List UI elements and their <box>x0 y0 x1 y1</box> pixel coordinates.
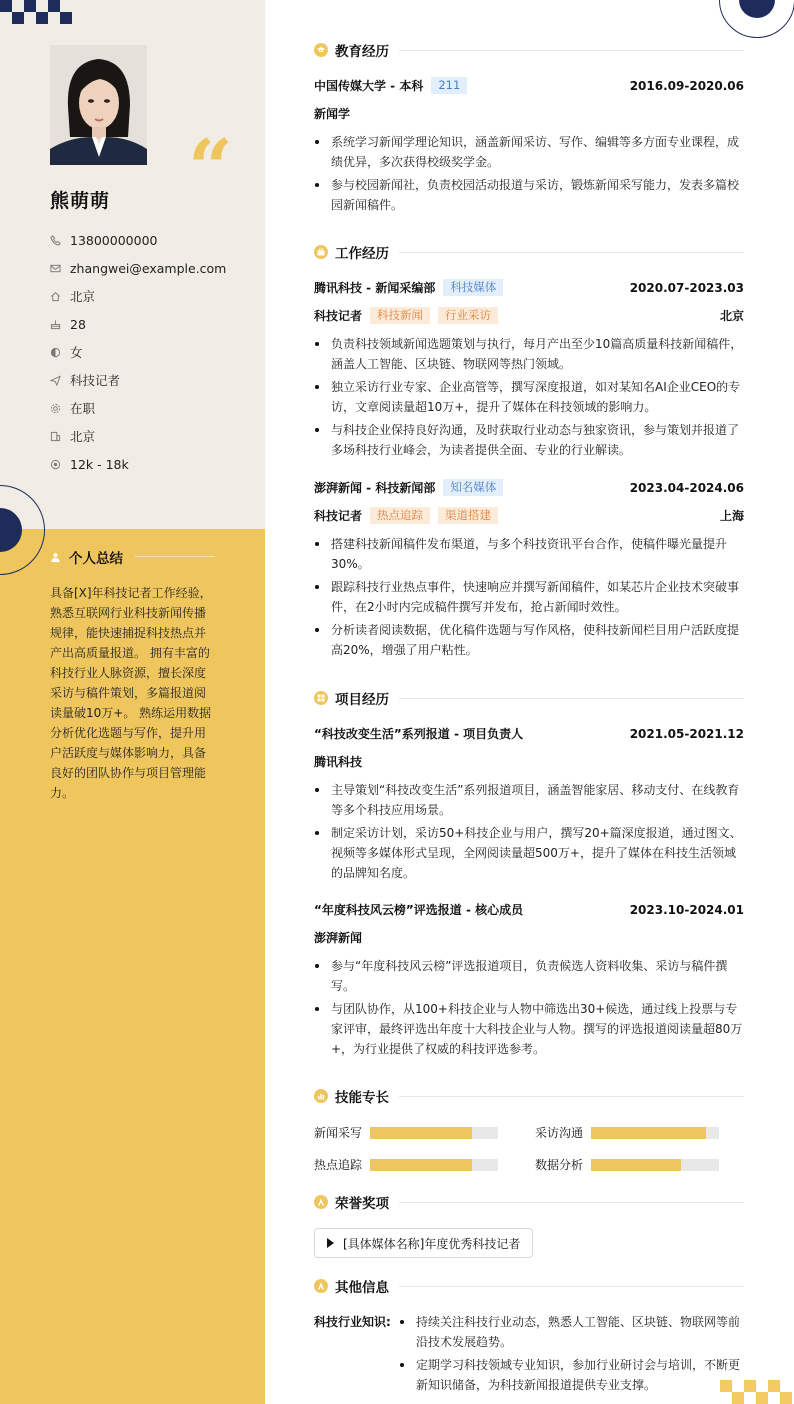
project-bullets <box>314 780 744 886</box>
skill-bar-fill <box>370 1159 472 1171</box>
summary-text: 具备[X]年科技记者工作经验，熟悉互联网行业科技新闻传播规律，能快速捕捉科技热点并产出高质量报道。 拥有丰富的科技行业人脉资源，擅长深度采访与稿件策划，多篇报道阅读量破10万+。 熟练运用数据分析优化选题与写作，提升用户活跃度与媒体影响力，具备良好的团队协作与项目管理能力。 <box>50 586 212 800</box>
list-item: 参与“年度科技风云榜”评选报道项目，负责候选人资料收集、采访与稿件撰写。 <box>314 956 744 996</box>
user-icon <box>50 552 61 563</box>
skill-bar <box>591 1127 719 1139</box>
job-role: 科技记者 <box>314 309 363 323</box>
company-name: 澎湃新闻 - 科技新闻部 <box>314 481 436 495</box>
coin-icon <box>50 459 70 470</box>
section-other <box>314 1276 744 1296</box>
skill-bar <box>591 1159 719 1171</box>
section-divider <box>399 1286 744 1287</box>
education-title: 教育经历 <box>335 44 389 60</box>
work-title: 工作经历 <box>335 246 389 262</box>
education-period: 2016.09-2020.06 <box>629 78 744 93</box>
skill-name: 采访沟通 <box>535 1126 584 1140</box>
section-divider <box>399 1096 744 1097</box>
section-skills <box>314 1086 744 1106</box>
send-icon <box>50 375 70 386</box>
info-status <box>50 394 226 422</box>
award-item <box>314 1228 533 1258</box>
skill-item <box>535 1156 719 1173</box>
skills-title: 技能专长 <box>335 1090 389 1106</box>
info-position <box>50 366 226 394</box>
section-divider <box>399 252 744 253</box>
list-item: 制定采访计划，采访50+科技企业与用户，撰写20+篇深度报道，通过图文、视频等多媒体形式呈现，全网阅读量超500万+，提升了媒体在科技生活领域的品牌知名度。 <box>314 823 744 883</box>
list-item: 分析读者阅读数据，优化稿件选题与写作风格，使科技新闻栏目用户活跃度提高20%，增强了用户粘性。 <box>314 620 744 660</box>
info-phone <box>50 226 226 254</box>
job-role: 科技记者 <box>314 509 363 523</box>
company-tag: 知名媒体 <box>443 479 503 496</box>
info-email <box>50 254 226 282</box>
contact-info <box>50 226 226 478</box>
job-location: 上海 <box>719 509 744 523</box>
other-label: 科技行业知识: <box>314 1315 391 1329</box>
role-tag: 热点追踪 <box>370 507 430 524</box>
hometown-value: 北京 <box>70 289 96 304</box>
phone-icon <box>50 235 70 246</box>
checker-decoration <box>0 0 75 24</box>
phone-value: 13800000000 <box>70 232 158 248</box>
project-header <box>314 725 744 742</box>
project-org: 腾讯科技 <box>314 755 363 769</box>
list-item: 负责科技领域新闻选题策划与执行，每月产出至少10篇高质量科技新闻稿件，涵盖人工智能、区块链、物联网等热门领域。 <box>314 334 744 374</box>
section-honors <box>314 1192 744 1212</box>
list-item: 跟踪科技行业热点事件，快速响应并撰写新闻稿件，如某芯片企业技术突破事件，在2小时内完成稿件撰写并发布，抢占新闻时效性。 <box>314 577 744 617</box>
summary-divider <box>135 556 215 557</box>
gender-icon <box>50 347 70 358</box>
section-education <box>314 40 744 60</box>
status-icon <box>50 403 70 414</box>
list-item: 与团队协作，从100+科技企业与人物中筛选出30+候选，通过线上投票与专家评审，最终评选出年度十大科技企业与人物。撰写的评选报道阅读量超80万+，为行业提供了权威的科技评选参考。 <box>314 999 744 1059</box>
list-item: 与科技企业保持良好沟通，及时获取行业动态与独家资讯，参与策划并报道了多场科技行业峰会，为读者提供全面、专业的行业解读。 <box>314 420 744 460</box>
list-item: 定期学习科技领域专业知识，参加行业研讨会与培训，不断更新知识储备，为科技新闻报道提供专业支撑。 <box>397 1355 744 1395</box>
section-divider <box>399 1202 744 1203</box>
job-bullets <box>314 334 744 463</box>
cake-icon <box>50 319 70 330</box>
job-header <box>314 479 744 496</box>
education-bullets <box>314 132 744 218</box>
education-header <box>314 77 744 94</box>
info-age <box>50 310 226 338</box>
project-period: 2023.10-2024.01 <box>629 902 744 917</box>
education-major-row <box>314 105 744 122</box>
mail-icon <box>50 263 70 274</box>
other-bullets <box>397 1312 744 1398</box>
sidebar <box>0 0 265 1404</box>
candidate-name: 熊萌萌 <box>50 190 111 212</box>
list-item: 持续关注科技行业动态，熟悉人工智能、区块链、物联网等前沿技术发展趋势。 <box>397 1312 744 1352</box>
job-role-row <box>314 307 744 324</box>
skill-name: 数据分析 <box>535 1158 584 1172</box>
project-name: “科技改变生活”系列报道 - 项目负责人 <box>314 727 524 741</box>
project-period: 2021.05-2021.12 <box>629 726 744 741</box>
section-work <box>314 242 744 262</box>
skill-item <box>314 1156 498 1173</box>
info-city <box>50 422 226 450</box>
home-icon <box>50 291 70 302</box>
section-divider <box>399 50 744 51</box>
gender-value: 女 <box>70 345 83 360</box>
job-location: 北京 <box>719 309 744 323</box>
info-hometown <box>50 282 226 310</box>
skill-bar <box>370 1159 498 1171</box>
company-tag: 科技媒体 <box>443 279 503 296</box>
profile-photo <box>50 45 147 165</box>
project-name: “年度科技风云榜”评选报道 - 核心成员 <box>314 903 524 917</box>
age-value: 28 <box>70 316 86 332</box>
list-item: 独立采访行业专家、企业高管等，撰写深度报道，如对某知名AI企业CEO的专访，文章阅读量超10万+，提升了媒体在科技领域的影响力。 <box>314 377 744 417</box>
skill-item <box>535 1124 719 1141</box>
section-projects <box>314 688 744 708</box>
school-name: 中国传媒大学 - 本科 <box>314 79 424 93</box>
position-value: 科技记者 <box>70 373 121 388</box>
list-item: 搭建科技新闻稿件发布渠道，与多个科技资讯平台合作，使稿件曝光量提升30%。 <box>314 534 744 574</box>
job-period: 2020.07-2023.03 <box>629 280 744 295</box>
honors-title: 荣誉奖项 <box>335 1196 389 1212</box>
skill-bar <box>370 1127 498 1139</box>
other-title: 其他信息 <box>335 1280 389 1296</box>
skill-item <box>314 1124 498 1141</box>
briefcase-icon <box>314 245 328 259</box>
graduation-icon <box>314 43 328 57</box>
job-role-row <box>314 507 744 524</box>
skill-name: 热点追踪 <box>314 1158 363 1172</box>
list-item: 主导策划“科技改变生活”系列报道项目，涵盖智能家居、移动支付、在线教育等多个科技应用场景。 <box>314 780 744 820</box>
job-header <box>314 279 744 296</box>
award-text: [具体媒体名称]年度优秀科技记者 <box>343 1236 521 1251</box>
skill-name: 新闻采写 <box>314 1126 363 1140</box>
job-bullets <box>314 534 744 663</box>
project-org-row <box>314 753 744 770</box>
project-org-row <box>314 929 744 946</box>
project-org: 澎湃新闻 <box>314 931 363 945</box>
award-icon <box>314 1195 328 1209</box>
salary-value: 12k - 18k <box>70 456 129 472</box>
city-value: 北京 <box>70 429 96 444</box>
summary-heading <box>50 547 123 567</box>
skill-bar-fill <box>591 1159 681 1171</box>
job-period: 2023.04-2024.06 <box>629 480 744 495</box>
section-divider <box>399 698 744 699</box>
info-gender <box>50 338 226 366</box>
major: 新闻学 <box>314 107 351 121</box>
role-tag: 渠道搭建 <box>438 507 498 524</box>
project-header <box>314 901 744 918</box>
projects-title: 项目经历 <box>335 692 389 708</box>
role-tag: 行业采访 <box>438 307 498 324</box>
company-name: 腾讯科技 - 新闻采编部 <box>314 281 436 295</box>
building-icon <box>50 431 70 442</box>
role-tag: 科技新闻 <box>370 307 430 324</box>
school-tag: 211 <box>431 77 467 94</box>
skill-bar-fill <box>370 1127 472 1139</box>
skill-bar-fill <box>591 1127 706 1139</box>
quote-decoration: “ <box>188 123 233 214</box>
summary-title: 个人总结 <box>69 551 123 567</box>
grid-icon <box>314 691 328 705</box>
email-value: zhangwei@example.com <box>70 260 227 276</box>
list-item: 参与校园新闻社，负责校园活动报道与采访，锻炼新闻采写能力，发表多篇校园新闻稿件。 <box>314 175 744 215</box>
project-bullets <box>314 956 744 1062</box>
status-value: 在职 <box>70 401 96 416</box>
info-icon <box>314 1279 328 1293</box>
list-item: 系统学习新闻学理论知识，涵盖新闻采访、写作、编辑等多方面专业课程，成绩优异，多次获得校级奖学金。 <box>314 132 744 172</box>
info-salary <box>50 450 226 478</box>
triangle-icon <box>327 1238 334 1248</box>
chart-icon <box>314 1089 328 1103</box>
